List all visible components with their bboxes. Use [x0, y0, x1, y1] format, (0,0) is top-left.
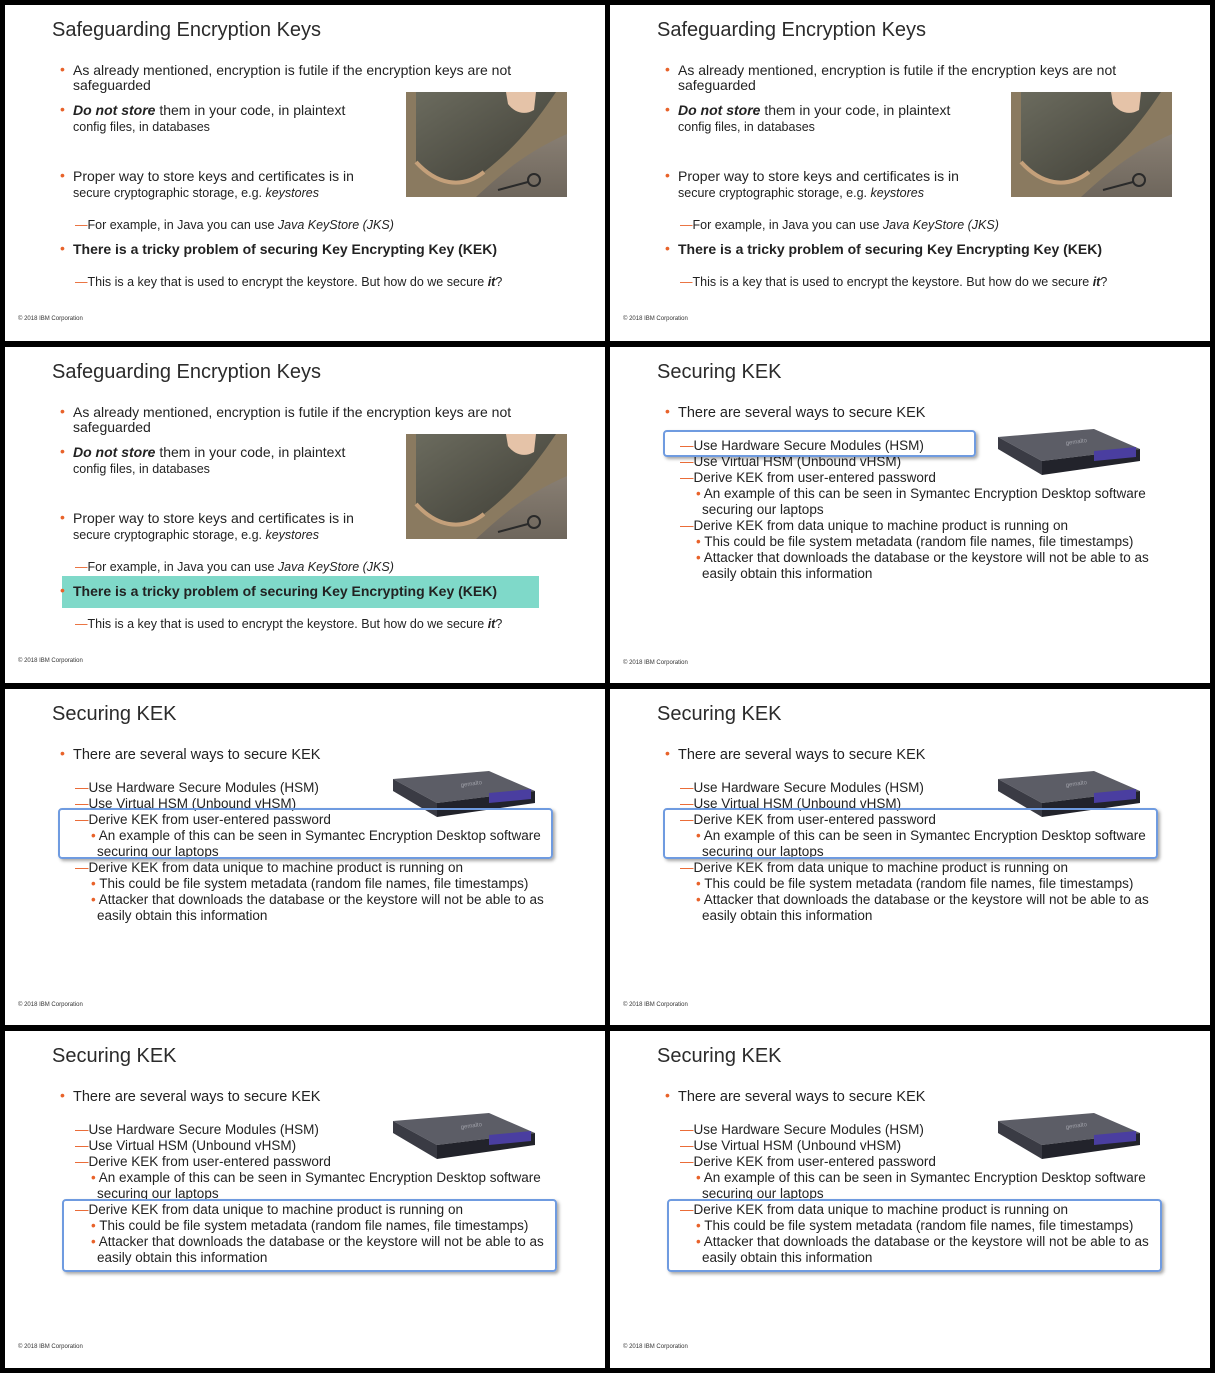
sub-item-machine: —Derive KEK from data unique to machine product is running on — [75, 1202, 463, 1217]
sub-item-hsm: —Use Hardware Secure Modules (HSM) — [75, 1122, 319, 1137]
sub-item-password: —Derive KEK from user-entered password — [75, 812, 331, 827]
sub-item-password: —Derive KEK from user-entered password — [680, 470, 936, 485]
footer-copyright: © 2018 IBM Corporation — [623, 316, 688, 322]
sub-sub-item: easily obtain this information — [97, 1250, 268, 1265]
sub-item-vhsm: —Use Virtual HSM (Unbound vHSM) — [680, 1138, 902, 1153]
bullet-text: As already mentioned, encryption is futile if the encryption keys are not — [678, 62, 1117, 78]
bullet-text: secure cryptographic storage, e.g. keystores — [73, 528, 319, 542]
bullet-marker: • — [665, 61, 670, 77]
sub-item-machine: —Derive KEK from data unique to machine product is running on — [680, 860, 1068, 875]
slide-4 — [610, 347, 1210, 683]
sub-sub-item: • An example of this can be seen in Symantec Encryption Desktop software — [696, 828, 1146, 843]
bullet-text-kek: There is a tricky problem of securing Key Encrypting Key (KEK) — [73, 583, 497, 599]
sub-sub-item: easily obtain this information — [702, 566, 873, 581]
sub-item-hsm: —Use Hardware Secure Modules (HSM) — [680, 1122, 924, 1137]
bullet-marker: • — [665, 745, 670, 761]
slide-6 — [610, 689, 1210, 1025]
sub-bullet-text: —This is a key that is used to encrypt the keystore. But how do we secure it? — [680, 275, 1108, 289]
sub-sub-item: • This could be file system metadata (random file names, file timestamps) — [696, 1218, 1134, 1233]
focus-box — [663, 430, 976, 457]
footer-copyright: © 2018 IBM Corporation — [623, 1344, 688, 1350]
bullet-text: config files, in databases — [73, 120, 210, 134]
sub-sub-item: • An example of this can be seen in Symantec Encryption Desktop software — [696, 1170, 1146, 1185]
slide-title: Securing KEK — [52, 703, 177, 725]
sub-sub-item: • Attacker that downloads the database or the keystore will not be able to as — [696, 550, 1149, 565]
bullet-marker: • — [665, 167, 670, 183]
sub-sub-item: • Attacker that downloads the database or the keystore will not be able to as — [696, 892, 1149, 907]
footer-copyright: © 2018 IBM Corporation — [18, 658, 83, 664]
bullet-text: Proper way to store keys and certificates is in — [73, 168, 354, 184]
bullet-marker: • — [665, 1087, 670, 1103]
bullet-text: There are several ways to secure KEK — [678, 1089, 926, 1105]
bullet-text: There are several ways to secure KEK — [678, 405, 926, 421]
bullet-text: Proper way to store keys and certificates is in — [73, 510, 354, 526]
sub-sub-item: • An example of this can be seen in Symantec Encryption Desktop software — [91, 1170, 541, 1185]
svg-text:gemalto: gemalto — [1065, 780, 1088, 789]
bullet-text: safeguarded — [73, 419, 151, 435]
sub-item-machine: —Derive KEK from data unique to machine product is running on — [75, 860, 463, 875]
bullet-marker: • — [60, 61, 65, 77]
sub-item-vhsm: —Use Virtual HSM (Unbound vHSM) — [680, 796, 902, 811]
slide-7 — [5, 1031, 605, 1368]
sub-sub-item: • An example of this can be seen in Symantec Encryption Desktop software — [91, 828, 541, 843]
sub-sub-item: easily obtain this information — [702, 908, 873, 923]
slide-title: Safeguarding Encryption Keys — [657, 19, 927, 41]
focus-box — [667, 1199, 1162, 1272]
hsm-appliance-icon — [994, 427, 1144, 479]
bullet-marker: • — [60, 240, 65, 256]
sub-sub-item: • This could be file system metadata (random file names, file timestamps) — [91, 876, 529, 891]
sub-sub-item: • This could be file system metadata (random file names, file timestamps) — [696, 876, 1134, 891]
sub-item-hsm: —Use Hardware Secure Modules (HSM) — [75, 780, 319, 795]
slide-title: Safeguarding Encryption Keys — [52, 19, 322, 41]
sub-item-password: —Derive KEK from user-entered password — [680, 1154, 936, 1169]
sub-sub-item: easily obtain this information — [702, 1250, 873, 1265]
sub-item-hsm: —Use Hardware Secure Modules (HSM) — [680, 438, 924, 453]
slide-title: Securing KEK — [657, 703, 782, 725]
sub-sub-item: easily obtain this information — [97, 908, 268, 923]
slide-3 — [5, 347, 605, 683]
sub-item-vhsm: —Use Virtual HSM (Unbound vHSM) — [75, 1138, 297, 1153]
footer-copyright: © 2018 IBM Corporation — [623, 1002, 688, 1008]
sub-item-machine: —Derive KEK from data unique to machine product is running on — [680, 1202, 1068, 1217]
sub-sub-item: • Attacker that downloads the database or the keystore will not be able to as — [696, 1234, 1149, 1249]
bullet-text-kek: There is a tricky problem of securing Key Encrypting Key (KEK) — [678, 241, 1102, 257]
sub-sub-item: • Attacker that downloads the database or the keystore will not be able to as — [91, 1234, 544, 1249]
sub-item-hsm: —Use Hardware Secure Modules (HSM) — [680, 780, 924, 795]
sub-sub-item: securing our laptops — [97, 1186, 219, 1201]
footer-copyright: © 2018 IBM Corporation — [18, 316, 83, 322]
sub-sub-item: securing our laptops — [702, 844, 824, 859]
bullet-text: Do not store them in your code, in plaintext — [73, 102, 346, 118]
bullet-marker: • — [60, 403, 65, 419]
slide-title: Securing KEK — [657, 1045, 782, 1067]
bullet-text: Proper way to store keys and certificates is in — [678, 168, 959, 184]
bullet-marker: • — [60, 167, 65, 183]
hsm-appliance-icon — [994, 1111, 1144, 1163]
bullet-text: safeguarded — [678, 77, 756, 93]
bullet-marker: • — [665, 240, 670, 256]
carpet-key-photo-icon — [406, 434, 567, 539]
svg-text:gemalto: gemalto — [1065, 438, 1088, 447]
slide-8 — [610, 1031, 1210, 1368]
slide-title: Securing KEK — [52, 1045, 177, 1067]
sub-sub-item: securing our laptops — [702, 1186, 824, 1201]
bullet-text: secure cryptographic storage, e.g. keystores — [678, 186, 924, 200]
bullet-text-kek: There is a tricky problem of securing Key Encrypting Key (KEK) — [73, 241, 497, 257]
footer-copyright: © 2018 IBM Corporation — [623, 660, 688, 666]
focus-box — [58, 808, 553, 859]
sub-item-vhsm: —Use Virtual HSM (Unbound vHSM) — [680, 454, 902, 469]
bullet-text: There are several ways to secure KEK — [678, 747, 926, 763]
bullet-text: As already mentioned, encryption is futile if the encryption keys are not — [73, 62, 512, 78]
carpet-key-photo-icon — [406, 92, 567, 197]
sub-sub-item: • Attacker that downloads the database or the keystore will not be able to as — [91, 892, 544, 907]
carpet-key-photo-icon — [1011, 92, 1172, 197]
sub-sub-item: securing our laptops — [702, 502, 824, 517]
slide-2 — [610, 5, 1210, 341]
slide-title: Safeguarding Encryption Keys — [52, 361, 322, 383]
bullet-text: Do not store them in your code, in plaintext — [678, 102, 951, 118]
slide-title: Securing KEK — [657, 361, 782, 383]
bullet-text: There are several ways to secure KEK — [73, 747, 321, 763]
slide-5 — [5, 689, 605, 1025]
svg-text:gemalto: gemalto — [460, 780, 483, 789]
bullet-marker: • — [60, 582, 65, 598]
sub-item-password: —Derive KEK from user-entered password — [75, 1154, 331, 1169]
footer-copyright: © 2018 IBM Corporation — [18, 1344, 83, 1350]
sub-sub-item: securing our laptops — [97, 844, 219, 859]
bullet-marker: • — [665, 403, 670, 419]
hsm-appliance-icon — [389, 1111, 539, 1163]
sub-bullet-text: —For example, in Java you can use Java KeyStore (JKS) — [75, 560, 394, 574]
sub-bullet-text: —This is a key that is used to encrypt the keystore. But how do we secure it? — [75, 275, 503, 289]
bullet-text: Do not store them in your code, in plaintext — [73, 444, 346, 460]
bullet-text: config files, in databases — [678, 120, 815, 134]
sub-sub-item: • An example of this can be seen in Symantec Encryption Desktop software — [696, 486, 1146, 501]
sub-bullet-text: —This is a key that is used to encrypt the keystore. But how do we secure it? — [75, 617, 503, 631]
bullet-text: secure cryptographic storage, e.g. keystores — [73, 186, 319, 200]
sub-item-vhsm: —Use Virtual HSM (Unbound vHSM) — [75, 796, 297, 811]
sub-item-password: —Derive KEK from user-entered password — [680, 812, 936, 827]
sub-item-machine: —Derive KEK from data unique to machine product is running on — [680, 518, 1068, 533]
bullet-marker: • — [60, 443, 65, 459]
bullet-text: config files, in databases — [73, 462, 210, 476]
bullet-marker: • — [665, 101, 670, 117]
focus-box — [62, 1199, 557, 1272]
sub-sub-item: • This could be file system metadata (random file names, file timestamps) — [91, 1218, 529, 1233]
sub-sub-item: • This could be file system metadata (random file names, file timestamps) — [696, 534, 1134, 549]
bullet-text: safeguarded — [73, 77, 151, 93]
bullet-text: As already mentioned, encryption is futile if the encryption keys are not — [73, 404, 512, 420]
bullet-marker: • — [60, 745, 65, 761]
footer-copyright: © 2018 IBM Corporation — [18, 1002, 83, 1008]
sub-bullet-text: —For example, in Java you can use Java KeyStore (JKS) — [680, 218, 999, 232]
bullet-marker: • — [60, 1087, 65, 1103]
slide-1 — [5, 5, 605, 341]
focus-box — [663, 808, 1158, 859]
sub-bullet-text: —For example, in Java you can use Java KeyStore (JKS) — [75, 218, 394, 232]
svg-text:gemalto: gemalto — [1065, 1122, 1088, 1131]
bullet-marker: • — [60, 509, 65, 525]
svg-text:gemalto: gemalto — [460, 1122, 483, 1131]
bullet-marker: • — [60, 101, 65, 117]
bullet-text: There are several ways to secure KEK — [73, 1089, 321, 1105]
